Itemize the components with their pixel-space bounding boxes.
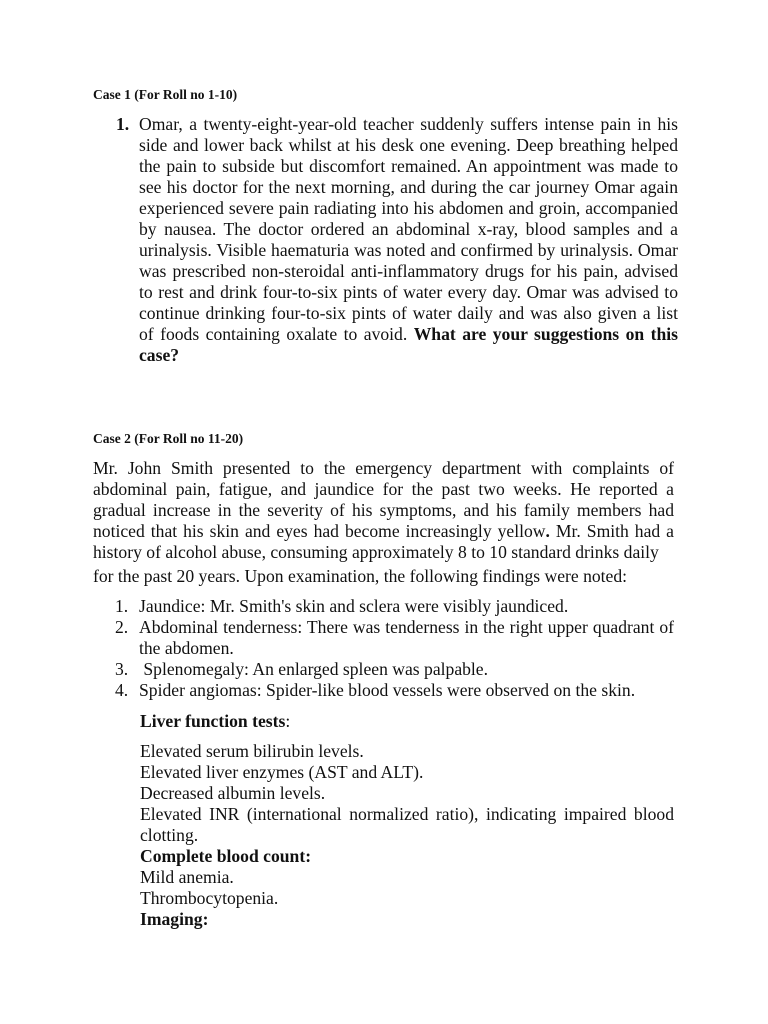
case-1-question: What are your suggestions on this case? [139,324,678,365]
finding-item [93,617,674,659]
lft-line: Elevated serum bilirubin levels. [140,741,364,761]
case-2-intro-part-c: for the past 20 years. Upon examination, the following findings were noted: [93,566,628,586]
finding-text: Jaundice: Mr. Smith's skin and sclera were visibly jaundiced. [139,596,569,616]
case-2-intro-part-a: Mr. John Smith presented to the emergency department with complaints of abdominal pain, fatigue, and jaundice for the past two weeks. He reported a gradual increase in the severity of his symptoms, and his family members had noticed that his skin and eyes had become increasingly yellow [93,458,674,541]
case-2-heading: Case 2 (For Roll no 11-20) [93,431,244,446]
finding-text: Splenomegaly: An enlarged spleen was palpable. [139,659,489,679]
cbc-heading: Complete blood count: [140,846,312,866]
lft-line: Elevated liver enzymes (AST and ALT). [140,762,424,782]
finding-item [93,659,674,680]
case-1-heading: Case 1 (For Roll no 1-10) [93,87,238,102]
finding-number: 2. [115,617,129,637]
case-2-intro-period: . [545,521,550,541]
cbc-line: Mild anemia. [140,867,234,887]
case-1-item-number: 1. [116,114,130,134]
case-1-item [116,114,678,366]
finding-number: 4. [115,680,129,700]
lab-results [140,741,674,930]
finding-item [93,680,674,701]
finding-number: 1. [115,596,129,616]
lft-line: Decreased albumin levels. [140,783,326,803]
lft-line: Elevated INR (international normalized ratio), indicating impaired blood clotting. [140,804,674,845]
lft-colon: : [285,711,291,731]
lft-heading-block [140,711,674,732]
imaging-heading: Imaging: [140,909,209,929]
lft-heading: Liver function tests [140,711,286,731]
finding-text: Abdominal tenderness: There was tenderness in the right upper quadrant of the abdomen. [139,617,674,658]
case-2-intro [93,458,674,587]
findings-list [93,596,674,701]
finding-number: 3. [115,659,129,679]
case-1-narrative: Omar, a twenty-eight-year-old teacher suddenly suffers intense pain in his side and lower back whilst at his desk one evening. Deep breathing helped the pain to subside but discomfort remained. An appointment was made to see his doctor for the next morning, and during the car journey Omar again experienced severe pain radiating into his abdomen and groin, accompanied by nausea. The doctor ordered an abdominal x-ray, blood samples and a urinalysis. Visible haematuria was noted and confirmed by urinalysis. Omar was prescribed non-steroidal anti-inflammatory drugs for his pain, advised to rest and drink four-to-six pints of water every day. Omar was advised to continue drinking four-to-six pints of water daily and was also given a list of foods containing oxalate to avoid. [139,114,678,344]
case-1-text [139,114,678,366]
finding-item [93,596,674,617]
cbc-line: Thrombocytopenia. [140,888,279,908]
finding-text: Spider angiomas: Spider-like blood vessels were observed on the skin. [139,680,636,700]
case-2-intro-part-b: Mr. Smith had a history of alcohol abuse, consuming approximately 8 to 10 standard drinks daily [93,521,674,562]
